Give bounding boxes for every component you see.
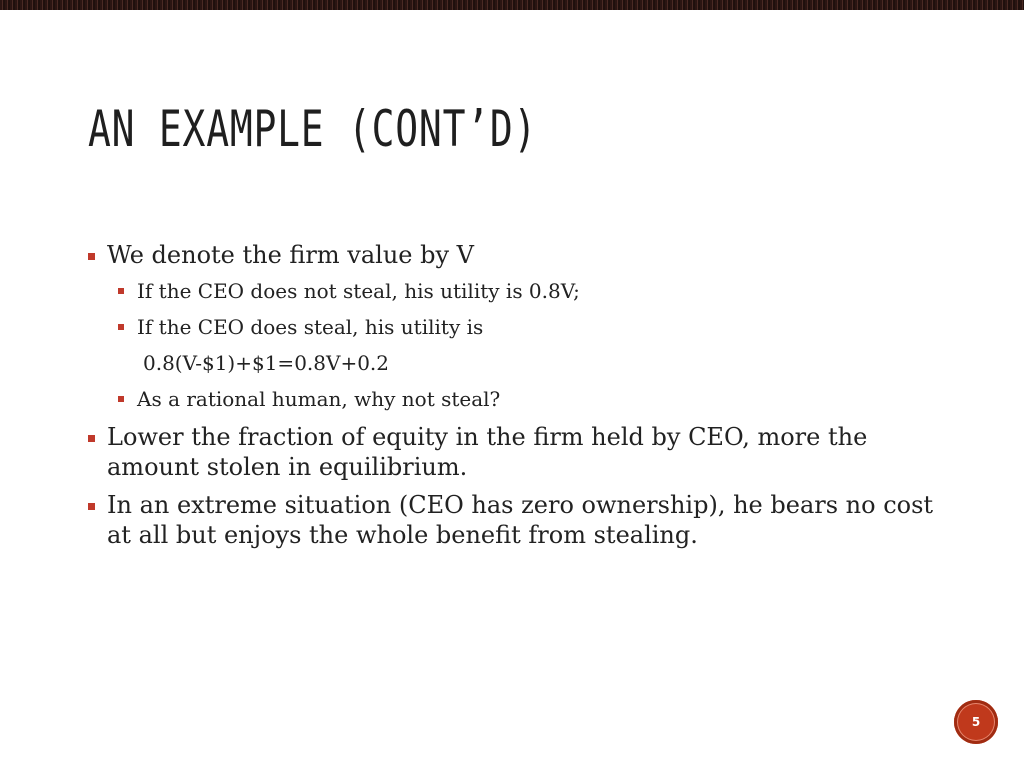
sub-bullet-text: If the CEO does not steal, his utility is 0.8V; <box>137 279 580 303</box>
square-bullet-icon <box>88 435 95 442</box>
square-bullet-icon <box>118 288 124 294</box>
bullet-item <box>86 422 946 482</box>
sub-bullet-item <box>86 386 946 412</box>
square-bullet-icon <box>88 253 95 260</box>
sub-bullet-item <box>86 314 946 340</box>
bullet-text: Lower the fraction of equity in the firm held by CEO, more the amount stolen in equilibrium. <box>107 423 868 481</box>
page-number-badge <box>954 700 998 744</box>
page-number: 5 <box>971 715 981 729</box>
square-bullet-icon <box>88 503 95 510</box>
bullet-item <box>86 490 946 550</box>
bullet-text: In an extreme situation (CEO has zero ownership), he bears no cost at all but enjoys the whole benefit from stealing. <box>107 491 934 549</box>
bullet-item <box>86 240 946 270</box>
square-bullet-icon <box>118 324 124 330</box>
square-bullet-icon <box>118 396 124 402</box>
slide-title: AN EXAMPLE (CONT’D) <box>88 100 538 158</box>
top-decorative-bar <box>0 0 1024 10</box>
sub-bullet-item <box>86 278 946 304</box>
formula-line: 0.8(V-$1)+$1=0.8V+0.2 <box>143 351 390 375</box>
bullet-block-firm-value <box>86 240 946 412</box>
sub-bullet-text: If the CEO does steal, his utility is <box>137 315 484 339</box>
sub-bullet-text: As a rational human, why not steal? <box>137 387 501 411</box>
slide-content <box>86 240 946 558</box>
bullet-text: We denote the firm value by V <box>107 241 475 269</box>
